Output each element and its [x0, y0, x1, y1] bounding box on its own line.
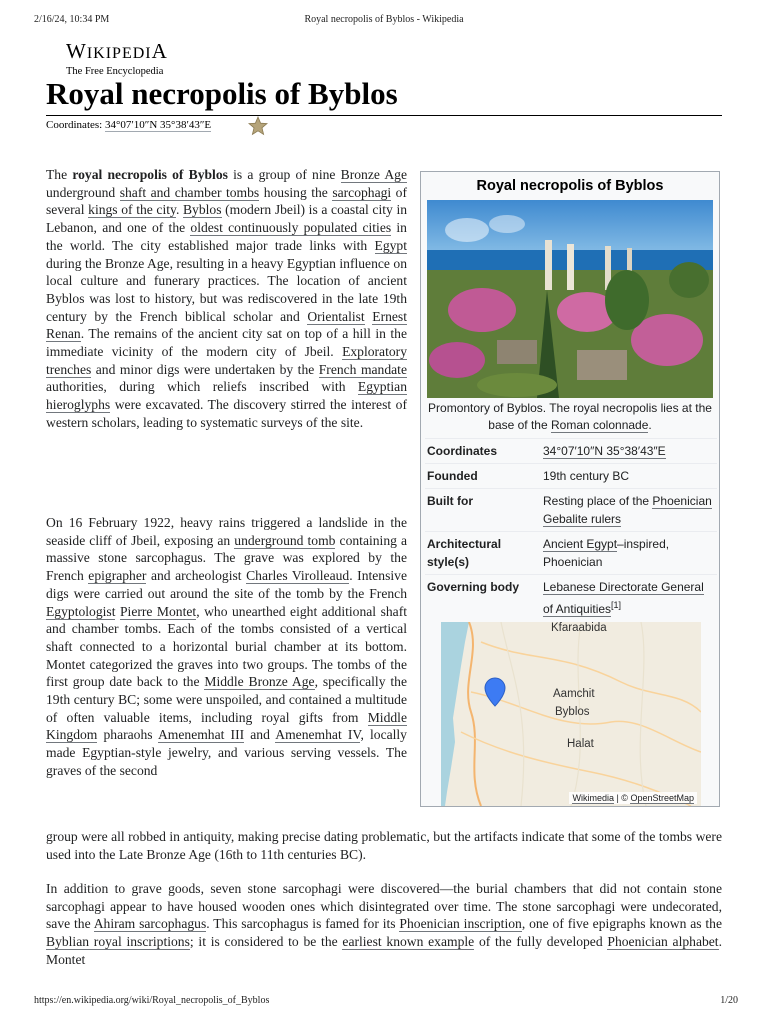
text-span: , one of five epigraphs known as the	[521, 916, 723, 932]
text-span: .	[175, 202, 183, 218]
print-footer	[0, 995, 768, 1009]
wordmark-last: A	[151, 39, 168, 63]
print-window-title: Royal necropolis of Byblos - Wikipedia	[304, 14, 464, 25]
text-span: , who unearthed eight additional shaft and chamber tombs. Each of the tombs consisted of a vertical shaft connected to a horizontal burial chamber at its bottom. Montet categorized the graves into two groups. The tombs of the first group date back to the	[46, 603, 407, 690]
link-egyptologist[interactable]: Egyptologist	[46, 603, 116, 619]
text-span: were excavated. The discovery stirred the interest of western scholars, leading to systematic surveys of the site.	[46, 397, 407, 430]
text-span: The	[46, 167, 73, 182]
print-datetime: 2/16/24, 10:34 PM	[34, 14, 110, 25]
link-orientalist[interactable]: Orientalist	[307, 308, 365, 324]
byblos-promontory-image	[427, 200, 713, 398]
infobox-table	[425, 438, 717, 621]
link-sarcophagi[interactable]: sarcophagi	[332, 184, 392, 200]
coordinates-link[interactable]: 34°07′10″N 35°38′43″E	[104, 119, 212, 131]
coordinates-line	[46, 119, 211, 131]
infobox-label: Coordinates	[427, 444, 498, 458]
link-middle-kingdom[interactable]: Middle Kingdom	[46, 709, 407, 743]
reference-1[interactable]: [1]	[611, 600, 622, 610]
link-pierre-montet[interactable]: Pierre Montet	[119, 603, 197, 619]
link-phoenician-inscription[interactable]: Phoenician inscription	[399, 916, 522, 932]
text-span: authorities, during which reliefs inscribed with	[46, 379, 358, 395]
text-span: and	[244, 727, 276, 743]
infobox-label: Architectural style(s)	[427, 537, 502, 569]
map-attribution	[569, 792, 697, 804]
text-span: . The remains of the ancient city sat on top of a hill in the immediate vicinity of the modern city of Jbeil.	[46, 326, 407, 360]
caption-text: Promontory of Byblos. The royal necropolis lies at the base of the	[428, 401, 712, 432]
text-span: pharaohs	[97, 727, 158, 743]
infobox-coordinates-link[interactable]: 34°07′10″N 35°38′43″E	[543, 444, 666, 458]
link-amenemhat-iv[interactable]: Amenemhat IV	[275, 727, 361, 743]
article-subject: royal necropolis of Byblos	[72, 167, 228, 182]
map-label-kfaraabida: Kfaraabida	[551, 622, 607, 634]
link-egyptian-hieroglyphs[interactable]: Egyptian hieroglyphs	[46, 379, 407, 413]
infobox-value: –inspired, Phoenician	[543, 537, 670, 569]
infobox-row-built-for	[425, 489, 717, 532]
link-phoenician-alphabet[interactable]: Phoenician alphabet	[607, 934, 719, 950]
infobox-row-coordinates	[425, 439, 717, 464]
link-lebanese-directorate[interactable]: Lebanese Directorate General of Antiquities	[543, 580, 704, 616]
link-exploratory-trenches[interactable]: Exploratory trenches	[46, 344, 407, 377]
infobox-caption	[425, 400, 715, 434]
infobox-value: Resting place of the	[543, 494, 653, 508]
link-earliest-known-example[interactable]: earliest known example	[342, 934, 475, 950]
text-span: of the fully developed	[474, 934, 608, 950]
map-label-aamchit: Aamchit	[553, 688, 595, 700]
infobox-label: Founded	[427, 469, 478, 483]
infobox-label: Built for	[427, 494, 473, 508]
link-underground-tomb[interactable]: underground tomb	[234, 532, 336, 548]
infobox-title: Royal necropolis of Byblos	[476, 178, 664, 194]
link-roman-colonnade[interactable]: Roman colonnade	[550, 418, 649, 432]
link-oldest-cities[interactable]: oldest continuously populated cities	[190, 220, 392, 236]
wordmark-first: W	[66, 39, 87, 63]
text-span: in the world. The city established major trade links with	[46, 220, 407, 253]
text-span: , specifically the 19th century BC; some were unspoiled, and contained a multitude of often valuable items, including royal gifts from	[46, 674, 407, 725]
text-span: underground	[46, 184, 120, 200]
wordmark-middle: IKIPEDI	[86, 45, 152, 62]
wikipedia-tagline: The Free Encyclopedia	[66, 66, 164, 77]
map-label-byblos: Byblos	[555, 706, 590, 718]
text-span: . Intensive digs were carried out around the site of the tomb by the French	[46, 568, 407, 601]
link-charles-virolleaud[interactable]: Charles Virolleaud	[246, 568, 350, 584]
text-span: during the Bronze Age, resulting in a heavy Egyptian influence on local culture and funerary practices. The location of ancient Byblos was lost to history, but was rediscovered in the late 19th century by the French biblical scholar and	[46, 255, 407, 324]
link-wikimedia[interactable]: Wikimedia	[572, 793, 614, 803]
link-egypt[interactable]: Egypt	[374, 237, 407, 253]
link-bronze-age[interactable]: Bronze Age	[340, 167, 407, 182]
title-divider	[46, 115, 722, 116]
text-span: , locally made Egyptian-style jewelry, and various serving vessels. The graves of the second	[46, 727, 407, 778]
text-span: containing a massive stone sarcophagus. The grave was explored by the French	[46, 532, 407, 584]
print-page-number: 1/20	[720, 995, 738, 1006]
wikipedia-wordmark	[66, 40, 168, 65]
link-french-mandate[interactable]: French mandate	[318, 361, 407, 377]
link-gebalite-rulers[interactable]: Gebalite rulers	[543, 512, 622, 526]
infobox-photo[interactable]	[427, 200, 713, 398]
paragraph-2-continued	[46, 828, 722, 863]
text-span: . Montet	[46, 934, 722, 967]
infobox-row-governing-body	[425, 575, 717, 622]
map-label-halat: Halat	[567, 738, 594, 750]
print-header	[0, 14, 768, 28]
wikipedia-logo[interactable]	[66, 40, 168, 78]
link-middle-bronze-age[interactable]: Middle Bronze Age	[204, 674, 315, 690]
text-span: In addition to grave goods, seven stone sarcophagi were discovered—the burial chambers that did not contain stone sarcophagi appear to have housed wooden ones which disintegrated over time. The stone sarcophagi were undecorated, save the	[46, 881, 722, 932]
link-byblos[interactable]: Byblos	[182, 202, 222, 218]
infobox-row-founded	[425, 464, 717, 489]
infobox-label: Governing body	[427, 580, 520, 594]
link-shaft-tombs[interactable]: shaft and chamber tombs	[119, 184, 260, 200]
link-amenemhat-iii[interactable]: Amenemhat III	[157, 727, 245, 743]
text-span: housing the	[259, 184, 333, 200]
text-span: . This sarcophagus is famed for its	[206, 916, 400, 932]
print-url: https://en.wikipedia.org/wiki/Royal_necropolis_of_Byblos	[34, 995, 270, 1006]
infobox-value: 19th century BC	[543, 469, 630, 483]
paragraph-3	[46, 880, 722, 969]
text-span: (modern Jbeil) is a coastal city in Lebanon, and one of the	[46, 202, 408, 236]
link-ernest-renan[interactable]: Ernest Renan	[46, 308, 407, 342]
link-ancient-egypt[interactable]: Ancient Egypt	[543, 537, 618, 551]
text-span: ; it is considered to be the	[189, 934, 343, 950]
text-span: is a group of nine	[227, 167, 341, 182]
text-span: of several	[46, 184, 408, 218]
featured-star-icon	[248, 116, 268, 136]
text-span: and archeologist	[146, 568, 247, 584]
attribution-separator: | ©	[613, 793, 631, 803]
link-byblian-royal-inscriptions[interactable]: Byblian royal inscriptions	[46, 934, 190, 950]
text-span: On 16 February 1922, heavy rains triggered a landslide in the seaside cliff of Jbeil, exposing an	[46, 515, 407, 548]
link-openstreetmap[interactable]: OpenStreetMap	[630, 793, 694, 803]
text-span: group were all robbed in antiquity, making precise dating problematic, but the artifacts indicate that some of the tombs were used into the Late Bronze Age (16th to 11th centuries BC).	[46, 829, 722, 862]
caption-text: .	[648, 418, 652, 432]
page-title: Royal necropolis of Byblos	[46, 76, 398, 111]
link-epigrapher[interactable]: epigrapher	[88, 568, 147, 584]
link-kings-of-the-city[interactable]: kings of the city	[88, 202, 176, 218]
text-span: and minor digs were undertaken by the	[91, 361, 319, 377]
infobox-row-style	[425, 532, 717, 575]
coordinates-label: Coordinates:	[46, 119, 103, 131]
link-phoenician[interactable]: Phoenician	[652, 494, 712, 508]
link-ahiram-sarcophagus[interactable]: Ahiram sarcophagus	[93, 916, 207, 932]
location-map[interactable]	[441, 622, 701, 806]
infobox	[420, 171, 720, 807]
